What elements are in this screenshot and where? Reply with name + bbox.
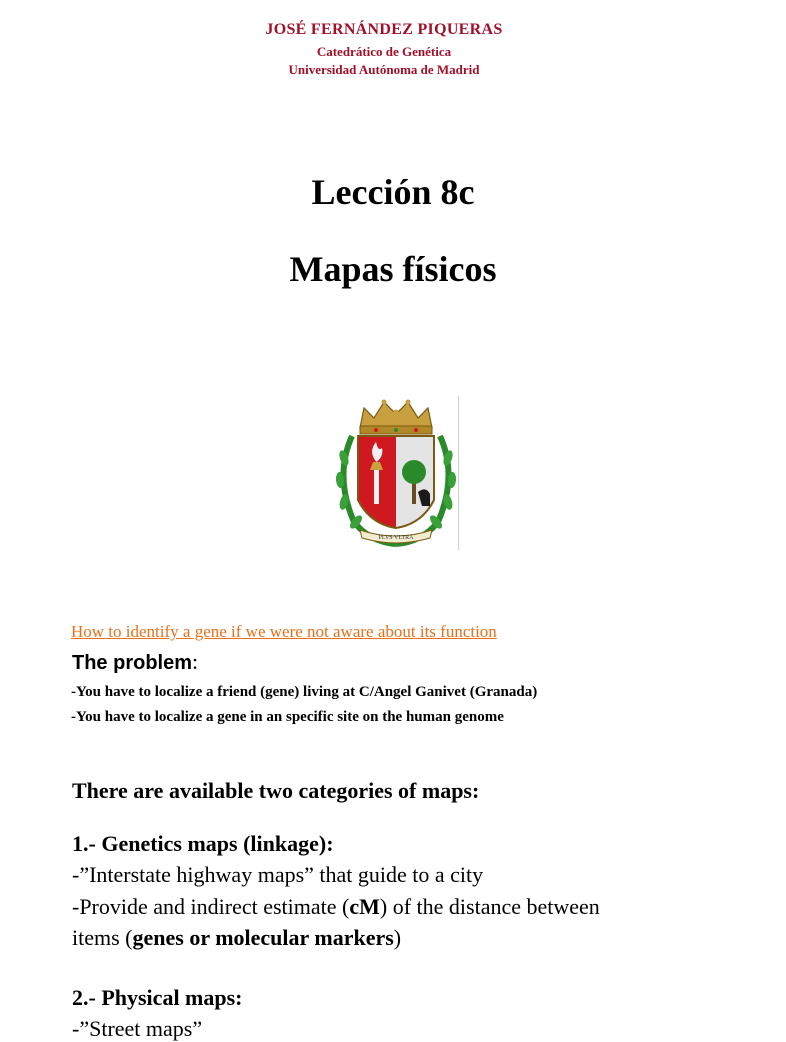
crown — [360, 400, 432, 435]
shield — [358, 436, 434, 528]
problem-colon: : — [192, 649, 199, 674]
motto-text: PLVS VLTRA — [378, 535, 414, 541]
text-fragment: -Provide and indirect estimate ( — [72, 894, 350, 919]
lesson-subtitle: Mapas físicos — [289, 249, 497, 289]
problem-heading — [72, 649, 198, 675]
author-name: JOSÉ FERNÁNDEZ PIQUERAS — [265, 21, 503, 38]
text-fragment: ) of the distance between — [379, 894, 600, 919]
text-fragment: items ( — [72, 925, 133, 950]
author-role: Catedrático de Genética — [316, 44, 452, 59]
university-crest-image — [330, 396, 462, 550]
topic-link-heading[interactable]: How to identify a gene if we were not aware about its function — [71, 622, 497, 641]
crest-divider — [458, 396, 459, 550]
genetic-maps-heading: 1.- Genetics maps (linkage): — [72, 831, 334, 856]
lesson-title: Lección 8c — [311, 172, 475, 212]
cm-unit-term: cM — [349, 894, 380, 919]
problem-label: The problem — [72, 652, 193, 674]
problem-line: -You have to localize a friend (gene) living at C/Angel Ganivet (Granada) — [71, 684, 538, 700]
university-name: Universidad Autónoma de Madrid — [288, 62, 480, 77]
genetic-maps-line: -”Interstate highway maps” that guide to a city — [72, 862, 484, 887]
problem-line: -You have to localize a gene in an specific site on the human genome — [71, 709, 504, 725]
physical-maps-heading: 2.- Physical maps: — [72, 985, 243, 1010]
motto-ribbon — [360, 530, 432, 543]
physical-maps-line: -”Street maps” — [72, 1016, 203, 1041]
genetic-maps-line — [72, 894, 600, 920]
map-categories-heading: There are available two categories of maps: — [72, 778, 480, 803]
genetic-maps-line — [72, 925, 401, 951]
text-fragment: ) — [393, 925, 402, 950]
markers-term: genes or molecular markers — [132, 925, 394, 950]
